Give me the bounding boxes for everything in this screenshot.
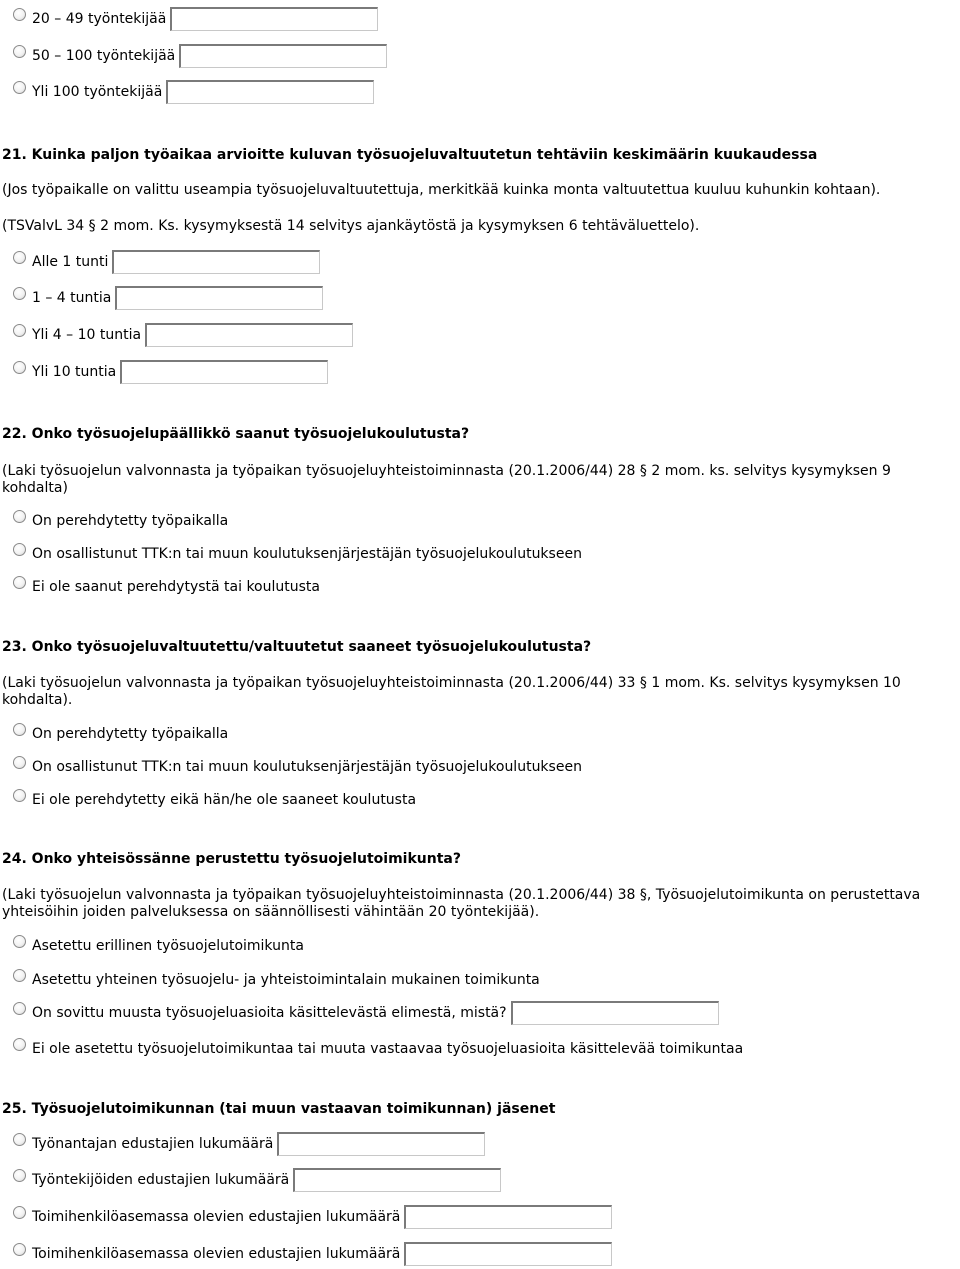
radio-button[interactable] — [13, 1038, 26, 1051]
q25-option-2 — [0, 1168, 501, 1192]
radio-button[interactable] — [13, 45, 26, 58]
option-label: 50 – 100 työntekijää — [32, 48, 176, 64]
radio-button[interactable] — [13, 1169, 26, 1182]
q22-option-2 — [0, 542, 582, 566]
radio-button[interactable] — [13, 756, 26, 769]
q24-option-4 — [0, 1037, 743, 1061]
q23-option-2 — [0, 755, 582, 779]
text-input[interactable] — [404, 1205, 612, 1229]
q22-option-1 — [0, 509, 228, 533]
text-input[interactable] — [145, 323, 353, 347]
q25-option-1 — [0, 1132, 485, 1156]
text-input[interactable] — [293, 1168, 501, 1192]
text-input[interactable] — [115, 286, 323, 310]
q20-option-3 — [0, 80, 374, 104]
option-label: Ei ole perehdytetty eikä hän/he ole saaneet koulutusta — [32, 792, 417, 808]
option-label: Asetettu erillinen työsuojelutoimikunta — [32, 938, 304, 954]
option-label: Alle 1 tunti — [32, 254, 109, 270]
radio-button[interactable] — [13, 1243, 26, 1256]
option-label: Yli 10 tuntia — [32, 364, 117, 380]
q25-option-3 — [0, 1205, 612, 1229]
q24-option-1 — [0, 934, 304, 958]
option-label: Yli 4 – 10 tuntia — [32, 327, 142, 343]
option-label: On perehdytetty työpaikalla — [32, 726, 229, 742]
radio-button[interactable] — [13, 543, 26, 556]
q21-option-1 — [0, 250, 320, 274]
text-input[interactable] — [120, 360, 328, 384]
q22-option-3 — [0, 575, 320, 599]
radio-button[interactable] — [13, 251, 26, 264]
text-input[interactable] — [179, 44, 387, 68]
option-label: Työnantajan edustajien lukumäärä — [32, 1136, 274, 1152]
q21-option-2 — [0, 286, 323, 310]
radio-button[interactable] — [13, 935, 26, 948]
radio-button[interactable] — [13, 361, 26, 374]
q21-reference: (TSValvL 34 § 2 mom. Ks. kysymyksestä 14 selvitys ajankäytöstä ja kysymyksen 6 tehtäväluettelo). — [2, 218, 700, 234]
q21-note: (Jos työpaikalle on valittu useampia työsuojeluvaltuutettuja, merkitkää kuinka monta valtuutettua kuuluu kuhunkin kohtaan). — [2, 182, 881, 198]
q22-title: 22. Onko työsuojelupäällikkö saanut työsuojelukoulutusta? — [2, 426, 470, 442]
option-label: Toimihenkilöasemassa olevien edustajien lukumäärä — [32, 1246, 401, 1262]
option-label: 1 – 4 tuntia — [32, 290, 112, 306]
option-label: On perehdytetty työpaikalla — [32, 513, 229, 529]
radio-button[interactable] — [13, 81, 26, 94]
option-label: On osallistunut TTK:n tai muun koulutuksenjärjestäjän työsuojelukoulutukseen — [32, 759, 582, 775]
q21-title: 21. Kuinka paljon työaikaa arvioitte kuluvan työsuojeluvaltuutetun tehtäviin keskimäärin kuukaudessa — [2, 147, 818, 163]
q21-option-3 — [0, 323, 353, 347]
option-label: 20 – 49 työntekijää — [32, 11, 167, 27]
q23-option-1 — [0, 722, 228, 746]
text-input[interactable] — [112, 250, 320, 274]
option-label: Asetettu yhteinen työsuojelu- ja yhteistoimintalain mukainen toimikunta — [32, 972, 540, 988]
text-input[interactable] — [511, 1001, 719, 1025]
option-label: Ei ole asetettu työsuojelutoimikuntaa tai muuta vastaavaa työsuojeluasioita käsittelevää toimikuntaa — [32, 1041, 744, 1057]
q23-option-3 — [0, 788, 416, 812]
q20-option-1 — [0, 7, 378, 31]
option-label: On sovittu muusta työsuojeluasioita käsittelevästä elimestä, mistä? — [32, 1005, 507, 1021]
radio-button[interactable] — [13, 287, 26, 300]
radio-button[interactable] — [13, 969, 26, 982]
option-label: Ei ole saanut perehdytystä tai koulutusta — [32, 579, 320, 595]
option-label: Toimihenkilöasemassa olevien edustajien lukumäärä — [32, 1209, 401, 1225]
q24-option-2 — [0, 968, 540, 992]
radio-button[interactable] — [13, 8, 26, 21]
q24-title: 24. Onko yhteisössänne perustettu työsuojelutoimikunta? — [2, 851, 461, 867]
q23-note: (Laki työsuojelun valvonnasta ja työpaikan työsuojeluyhteistoiminnasta (20.1.2006/44) 33 § 1 mom. Ks. selvitys kysymyksen 10 kohdalta). — [2, 675, 901, 708]
q23-title: 23. Onko työsuojeluvaltuutettu/valtuutetut saaneet työsuojelukoulutusta? — [2, 639, 592, 655]
option-label: Yli 100 työntekijää — [32, 84, 163, 100]
q22-note: (Laki työsuojelun valvonnasta ja työpaikan työsuojeluyhteistoiminnasta (20.1.2006/44) 28 § 2 mom. ks. selvitys kysymyksen 9 kohdalta) — [2, 463, 891, 496]
q25-title: 25. Työsuojelutoimikunnan (tai muun vastaavan toimikunnan) jäsenet — [2, 1101, 556, 1117]
q25-option-4 — [0, 1242, 612, 1266]
option-label: On osallistunut TTK:n tai muun koulutuksenjärjestäjän työsuojelukoulutukseen — [32, 546, 582, 562]
option-label: Työntekijöiden edustajien lukumäärä — [32, 1172, 290, 1188]
radio-button[interactable] — [13, 324, 26, 337]
text-input[interactable] — [277, 1132, 485, 1156]
radio-button[interactable] — [13, 576, 26, 589]
radio-button[interactable] — [13, 510, 26, 523]
q21-option-4 — [0, 360, 328, 384]
radio-button[interactable] — [13, 789, 26, 802]
text-input[interactable] — [404, 1242, 612, 1266]
q24-note: (Laki työsuojelun valvonnasta ja työpaikan työsuojeluyhteistoiminnasta (20.1.2006/44) 38 §, Työsuojelutoimikunta on perustettava yhteisöihin joiden palveluksessa on säännöllisesti vähintään 20 työntekijää). — [2, 887, 921, 920]
radio-button[interactable] — [13, 1206, 26, 1219]
radio-button[interactable] — [13, 723, 26, 736]
q24-option-3 — [0, 1001, 719, 1025]
radio-button[interactable] — [13, 1002, 26, 1015]
radio-button[interactable] — [13, 1133, 26, 1146]
q20-option-2 — [0, 44, 387, 68]
text-input[interactable] — [166, 80, 374, 104]
text-input[interactable] — [170, 7, 378, 31]
